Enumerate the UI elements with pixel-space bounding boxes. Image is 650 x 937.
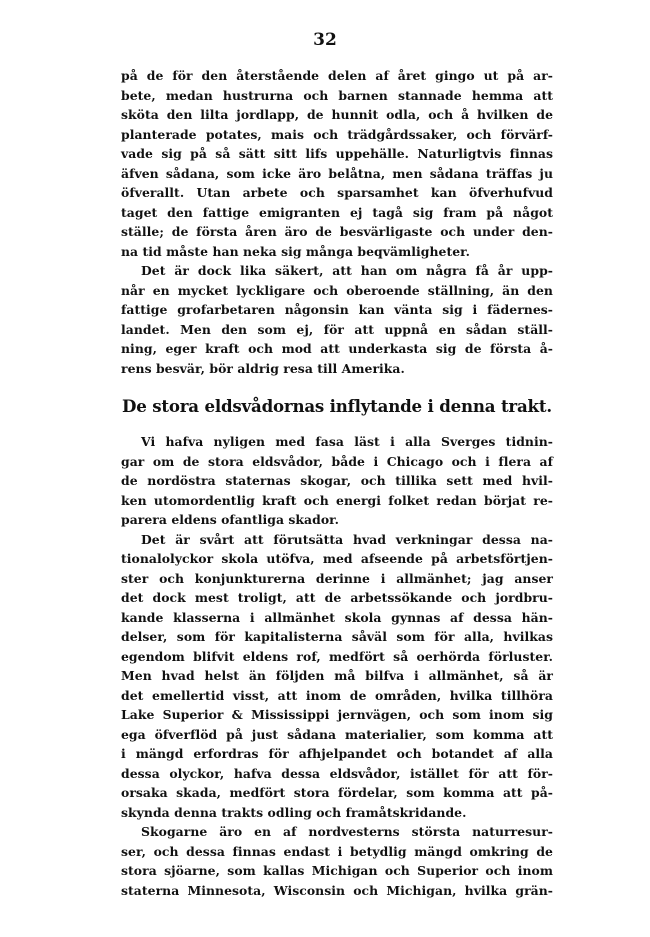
text-line: ning, eger kraft och mod att underkasta sig de första å- — [121, 341, 553, 356]
text-line: i mängd erfordras för afhjelpandet och botandet af alla — [121, 746, 553, 761]
text-line: dessa olyckor, hafva dessa eldsvådor, istället för att för- — [121, 765, 553, 781]
text-line: öfverallt. Utan arbete och sparsamhet kan öfverhufvud — [121, 185, 553, 200]
text-line: på de för den återstående delen af året gingo ut på ar- — [121, 68, 553, 83]
paragraph — [121, 261, 553, 378]
text-line: vade sig på så sätt sitt lifs uppehälle. Naturligtvis finnas — [121, 146, 553, 161]
text-line: orsaka skada, medfört stora fördelar, som komma att på- — [121, 785, 553, 800]
text-line: Skogarne äro en af nordvesterns största naturresur- — [141, 824, 553, 839]
text-line: ster och konjunkturerna derinne i allmänhet; jag anser — [121, 570, 553, 586]
text-line: gar om de stora eldsvådor, både i Chicago och i flera af — [121, 453, 553, 469]
text-line: äfven sådana, som icke äro belåtna, men sådana träffas ju — [121, 165, 553, 181]
text-line: Men hvad helst än följden må bilfva i allmänhet, så är — [121, 668, 553, 683]
section-after-heading — [121, 432, 553, 900]
text-line: kande klasserna i allmänhet skola gynnas af dessa hän- — [121, 609, 553, 625]
text-line: Det är dock lika säkert, att han om några få år upp- — [141, 263, 553, 278]
text-line: Vi hafva nyligen med fasa läst i alla Sverges tidnin- — [141, 434, 553, 449]
text-line: ken utomordentlig kraft och energi folket redan börjat re- — [121, 492, 553, 508]
paragraph — [121, 530, 553, 823]
text-line: det emellertid visst, att inom de områden, hvilka tillhöra — [121, 687, 553, 703]
text-line: skynda denna trakts odling och framåtskridande. — [121, 804, 467, 820]
text-line: fattige grofarbetaren någonsin kan vänta sig i fädernes- — [121, 302, 553, 317]
text-line: når en mycket lyckligare och oberoende ställning, än den — [121, 282, 553, 298]
text-line: sköta den lilta jordlapp, de hunnit odla, och å hvilken de — [121, 107, 553, 122]
text-line: tionalolyckor skola utöfva, med afseende på arbetsförtjen- — [121, 551, 553, 566]
text-line: na tid måste han neka sig många beqvämligheter. — [121, 243, 470, 259]
paragraph — [121, 66, 553, 261]
text-line: Det är svårt att förutsätta hvad verkningar dessa na- — [141, 531, 553, 547]
text-line: staterna Minnesota, Wisconsin och Michigan, hvilka grän- — [121, 882, 553, 898]
text-line: landet. Men den som ej, för att uppnå en sådan ställ- — [121, 321, 553, 337]
paragraph — [121, 822, 553, 900]
text-line: ser, och dessa finnas endast i betydlig mängd omkring de — [121, 843, 553, 859]
page-number: 32 — [313, 30, 337, 50]
text-line: de nordöstra staternas skogar, och tillika sett med hvil- — [121, 473, 553, 488]
text-line: bete, medan hustrurna och barnen stannade hemma att — [121, 87, 553, 103]
text-line: rens besvär, bör aldrig resa till Amerika. — [121, 360, 405, 376]
text-line: delser, som för kapitalisterna såväl som för alla, hvilkas — [121, 629, 553, 644]
text-line: egendom blifvit eldens rof, medfört så oerhörda förluster. — [121, 648, 553, 664]
text-line: ega öfverflöd på just sådana materialier, som komma att — [121, 726, 553, 742]
text-line: stora sjöarne, som kallas Michigan och Superior och inom — [121, 863, 553, 878]
text-line: parera eldens ofantliga skador. — [121, 512, 339, 527]
text-line: taget den fattige emigranten ej tagå sig fram på något — [121, 204, 553, 220]
text-line: ställe; de första åren äro de besvärligaste och under den- — [121, 224, 553, 239]
section-heading: De stora eldsvådornas inflytande i denna trakt. — [122, 396, 552, 416]
text-line: planterade potates, mais och trädgårdssaker, och förvärf- — [121, 126, 553, 142]
text-line: Lake Superior & Mississippi jernvägen, och som inom sig — [121, 707, 553, 722]
paragraph — [121, 432, 553, 530]
section-before-heading — [121, 66, 553, 378]
text-line: det dock mest troligt, att de arbetssökande och jordbru- — [121, 590, 553, 605]
text-column — [121, 66, 553, 900]
